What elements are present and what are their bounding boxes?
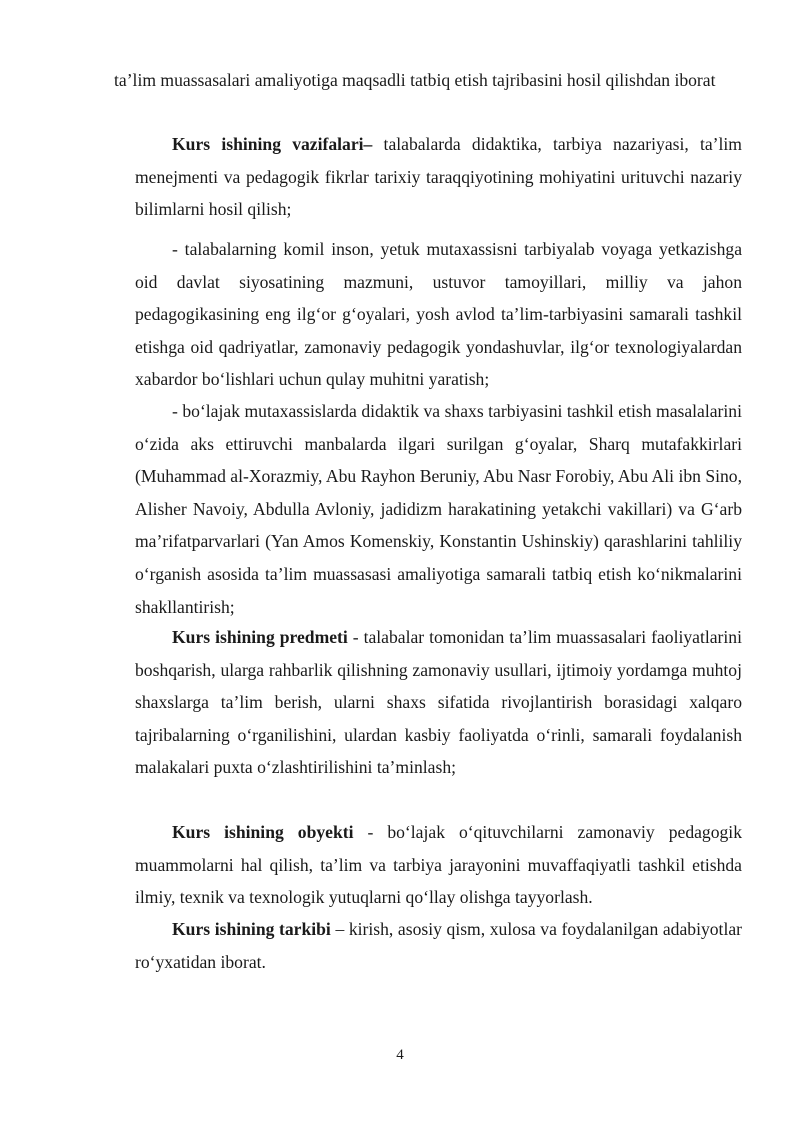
- tasks-text: talabalarda didaktika, tarbiya nazariyasi, ta’lim menejmenti va pedagogik fikrlar tarixiy taraqqiyotining mohiyatini urituvchi nazariy bilimlarni hosil qilish;: [135, 134, 742, 220]
- structure-term: Kurs ishining tarkibi: [172, 919, 331, 939]
- structure-text: – kirish, asosiy qism, xulosa va foydalanilgan adabiyotlar ro‘yxatidan iborat.: [135, 919, 742, 972]
- object-paragraph: [135, 816, 742, 914]
- subject-paragraph: [135, 621, 742, 784]
- subject-term: Kurs ishining predmeti: [172, 627, 348, 647]
- tasks-paragraph: [135, 128, 742, 226]
- tasks-bullet-2: - bo‘lajak mutaxassislarda didaktik va shaxs tarbiyasini tashkil etish masalalarini o‘zida aks ettiruvchi manbalarda ilgari surilgan g‘oyalar, Sharq mutafakkirlari (Muhammad al-Xorazmiy, Abu Rayhon Beruniy, Abu Nasr Forobiy, Abu Ali ibn Sino, Alisher Navoiy, Abdulla Avloniy, jadidizm harakatining yetakchi vakillari) va G‘arb ma’rifatparvarlari (Yan Amos Komenskiy, Konstantin Ushinskiy) qarashlarini tahliliy o‘rganish asosida ta’lim muassasasi amaliyotiga samarali tatbiq etish ko‘nikmalarini shakllantirish;: [135, 401, 742, 617]
- structure-paragraph: [135, 913, 742, 978]
- continuation-paragraph: ta’lim muassasalari amaliyotiga maqsadli tatbiq etish tajribasini hosil qilishdan iborat: [114, 70, 716, 90]
- tasks-bullet-1: - talabalarning komil inson, yetuk mutaxassisni tarbiyalab voyaga yetkazishga oid davlat siyosatining mazmuni, ustuvor tamoyillari, milliy va jahon pedagogikasining eng ilg‘or g‘oyalari, yosh avlod ta’lim-tarbiyasini samarali tashkil etishga oid qadriyatlar, zamonaviy pedagogik yondashuvlar, ilg‘or texnologiyalardan xabardor bo‘lishlari uchun qulay muhitni yaratish;: [135, 239, 742, 390]
- page-number: 4: [396, 1047, 404, 1063]
- subject-text: - talabalar tomonidan ta’lim muassasalari faoliyatlarini boshqarish, ularga rahbarlik qilishning zamonaviy usullari, ijtimoiy yordamga muhtoj shaxslarga ta’lim berish, ularni shaxs sifatida rivojlantirish borasidagi xalqaro tajribalarning o‘rganilishini, ulardan kasbiy faoliyatda o‘rinli, samarali foydalanish malakalari puxta o‘zlashtirilishini ta’minlash;: [135, 627, 742, 778]
- object-text: - bo‘lajak o‘qituvchilarni zamonaviy pedagogik muammolarni hal qilish, ta’lim va tarbiya jarayonini muvaffaqiyatli tashkil etishda ilmiy, texnik va texnologik yutuqlarni qo‘llay olishga tayyorlash.: [135, 822, 742, 908]
- tasks-term: Kurs ishining vazifalari–: [172, 134, 373, 154]
- object-term: Kurs ishining obyekti: [172, 822, 354, 842]
